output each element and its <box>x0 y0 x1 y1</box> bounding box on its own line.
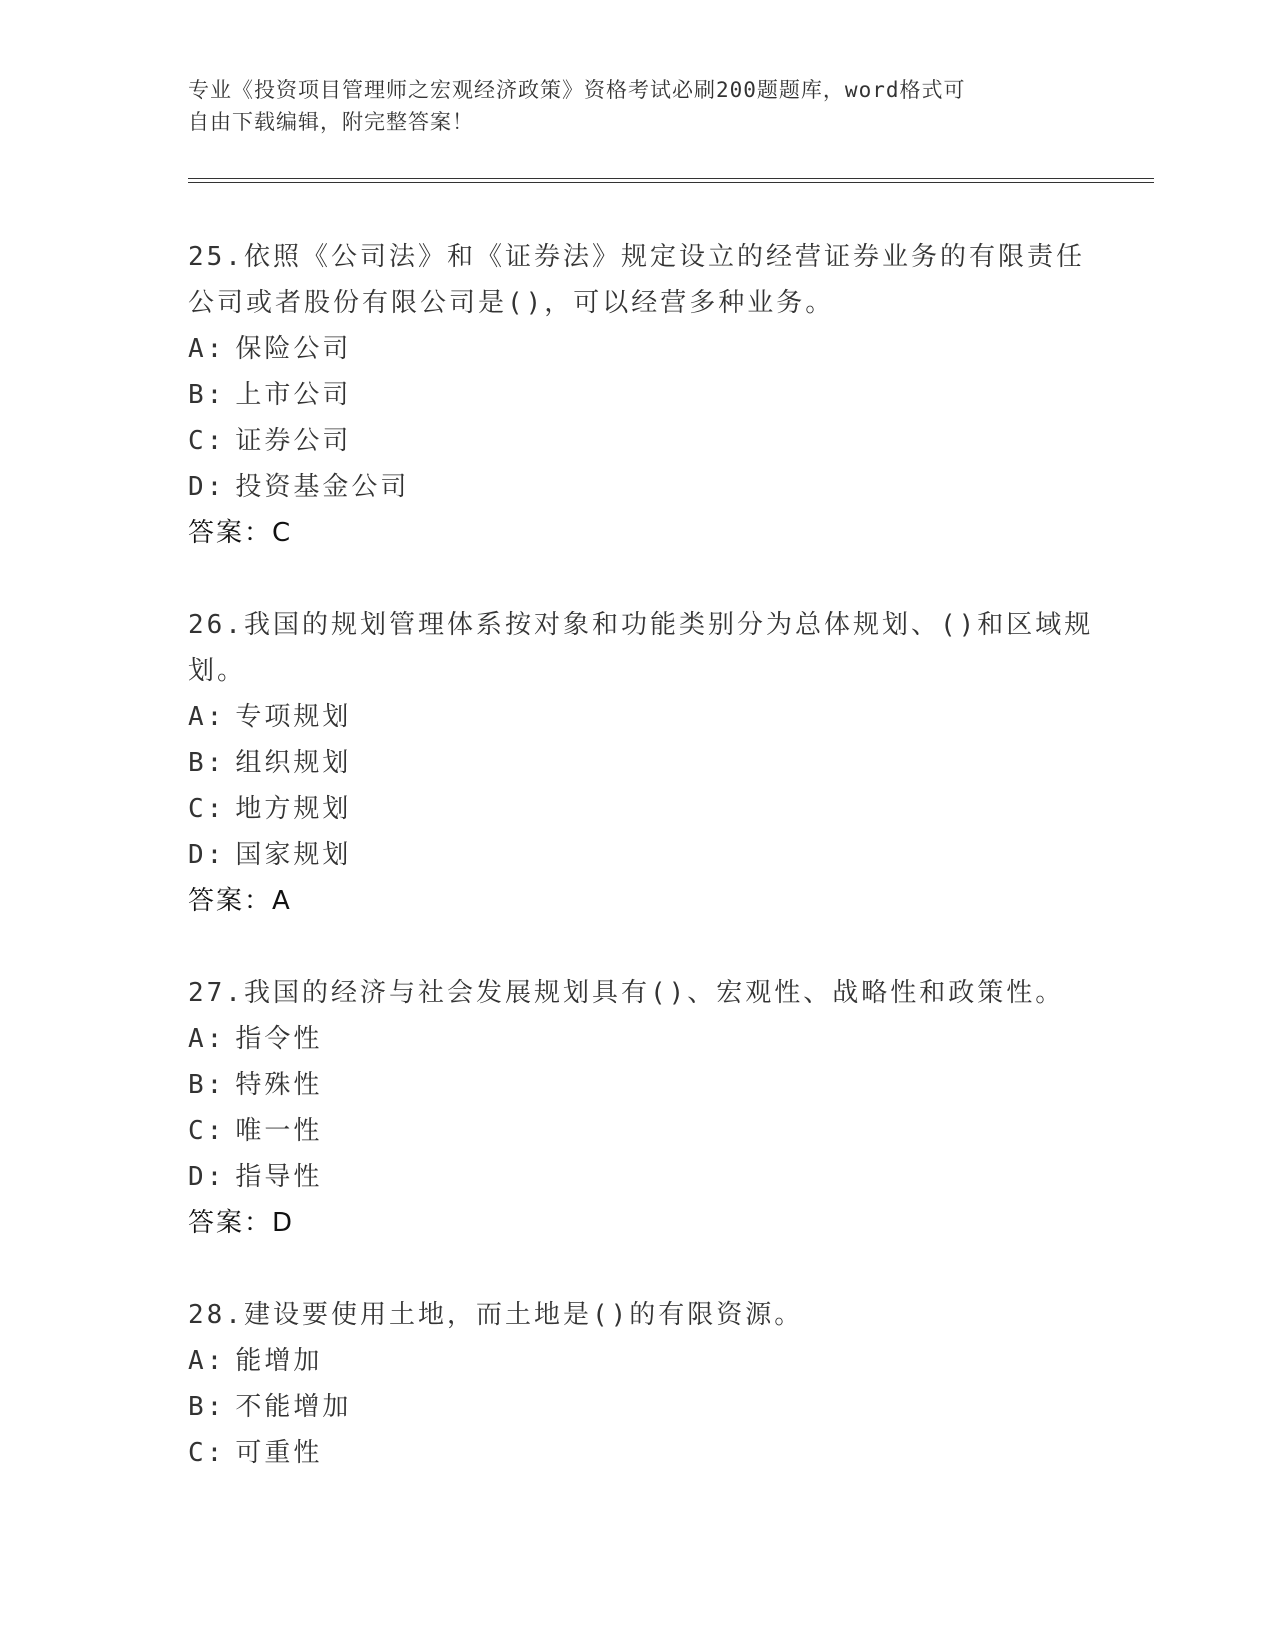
question-text <box>188 970 1088 1016</box>
option-text: 证券公司 <box>235 426 352 456</box>
header-divider-top <box>188 178 1154 179</box>
option-a <box>188 1338 1088 1384</box>
option-key: D: <box>188 1162 226 1192</box>
option-text: 指令性 <box>235 1024 323 1054</box>
option-c <box>188 786 1088 832</box>
question-25 <box>188 234 1088 556</box>
option-d <box>188 1154 1088 1200</box>
option-c <box>188 1430 1088 1476</box>
option-text: 特殊性 <box>235 1070 323 1100</box>
answer: 答案：D <box>188 1208 295 1238</box>
option-key: A: <box>188 1346 226 1376</box>
option-key: B: <box>188 748 226 778</box>
option-key: D: <box>188 472 226 502</box>
option-key: C: <box>188 426 226 456</box>
option-text: 能增加 <box>235 1346 323 1376</box>
option-text: 投资基金公司 <box>235 472 410 502</box>
option-text: 国家规划 <box>235 840 352 870</box>
option-text: 地方规划 <box>235 794 352 824</box>
question-line: 27.我国的经济与社会发展规划具有()、宏观性、战略性和政策性。 <box>188 978 1065 1008</box>
option-text: 专项规划 <box>235 702 352 732</box>
question-28 <box>188 1292 1088 1476</box>
question-text <box>188 602 1094 694</box>
question-text <box>188 1292 1088 1338</box>
option-c <box>188 418 1088 464</box>
document-header <box>188 74 1068 138</box>
option-text: 保险公司 <box>235 334 352 364</box>
option-a <box>188 694 1088 740</box>
question-line: 26.我国的规划管理体系按对象和功能类别分为总体规划、()和区域规 <box>188 610 1094 640</box>
option-text: 组织规划 <box>235 748 352 778</box>
option-key: B: <box>188 1392 226 1422</box>
option-key: A: <box>188 1024 226 1054</box>
option-key: C: <box>188 794 226 824</box>
question-26 <box>188 602 1094 924</box>
header-line-2: 自由下载编辑，附完整答案！ <box>188 110 474 134</box>
answer: 答案：A <box>188 886 292 916</box>
header-divider-bottom <box>188 182 1154 183</box>
question-line: 25.依照《公司法》和《证券法》规定设立的经营证券业务的有限责任 <box>188 242 1085 272</box>
option-d <box>188 832 1088 878</box>
question-list <box>188 234 1094 1522</box>
option-key: B: <box>188 380 226 410</box>
option-text: 不能增加 <box>235 1392 352 1422</box>
option-a <box>188 326 1088 372</box>
option-key: A: <box>188 702 226 732</box>
option-a <box>188 1016 1088 1062</box>
option-b <box>188 1384 1088 1430</box>
question-line: 公司或者股份有限公司是()，可以经营多种业务。 <box>188 288 835 318</box>
header-line-1: 专业《投资项目管理师之宏观经济政策》资格考试必刷200题题库，word格式可 <box>188 78 966 102</box>
option-key: C: <box>188 1438 226 1468</box>
option-b <box>188 740 1088 786</box>
option-key: B: <box>188 1070 226 1100</box>
option-text: 上市公司 <box>235 380 352 410</box>
answer: 答案：C <box>188 518 293 548</box>
option-text: 可重性 <box>235 1438 323 1468</box>
question-line: 28.建设要使用土地，而土地是()的有限资源。 <box>188 1300 804 1330</box>
option-text: 唯一性 <box>235 1116 323 1146</box>
option-b <box>188 372 1088 418</box>
option-key: D: <box>188 840 226 870</box>
option-d <box>188 464 1088 510</box>
question-text <box>188 234 1088 326</box>
option-b <box>188 1062 1088 1108</box>
question-27 <box>188 970 1088 1246</box>
option-key: C: <box>188 1116 226 1146</box>
option-c <box>188 1108 1088 1154</box>
option-text: 指导性 <box>235 1162 323 1192</box>
question-line: 划。 <box>188 656 247 686</box>
option-key: A: <box>188 334 226 364</box>
